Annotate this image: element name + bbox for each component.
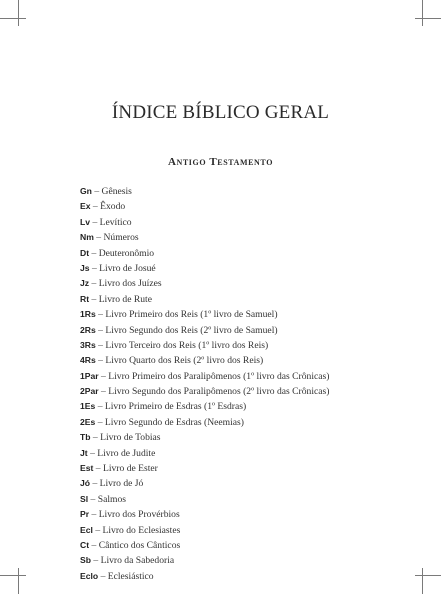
separator: – bbox=[92, 216, 98, 228]
separator: – bbox=[98, 355, 103, 367]
book-abbreviation: 2Es bbox=[80, 416, 96, 427]
book-abbreviation: Est bbox=[80, 463, 94, 474]
book-abbreviation: 4Rs bbox=[80, 355, 96, 366]
separator: – bbox=[93, 555, 99, 567]
separator: – bbox=[91, 262, 97, 274]
book-name: Livro de Ester bbox=[102, 463, 158, 475]
separator: – bbox=[91, 278, 97, 290]
list-item bbox=[80, 569, 329, 584]
book-name: Livro Segundo dos Reis (2º livro de Samuel) bbox=[105, 324, 278, 336]
separator: – bbox=[98, 339, 103, 351]
book-name: Deuteronômio bbox=[98, 247, 155, 259]
list-item bbox=[80, 430, 329, 445]
separator: – bbox=[101, 370, 106, 382]
separator: – bbox=[91, 247, 97, 259]
book-abbreviation: 1Es bbox=[80, 401, 96, 412]
book-abbreviation: 2Par bbox=[80, 386, 99, 397]
list-item bbox=[80, 369, 329, 384]
book-abbreviation: 1Par bbox=[80, 370, 99, 381]
separator: – bbox=[92, 478, 98, 490]
book-name: Eclesiástico bbox=[107, 570, 154, 582]
separator: – bbox=[101, 386, 106, 398]
list-item bbox=[80, 446, 329, 461]
book-name: Livro Terceiro dos Reis (1º livro dos Reis) bbox=[105, 339, 269, 351]
book-name: Livro do Eclesiastes bbox=[102, 524, 181, 536]
book-abbreviation: Ex bbox=[80, 201, 91, 212]
separator: – bbox=[96, 232, 102, 244]
crop-mark bbox=[18, 568, 19, 594]
separator: – bbox=[92, 201, 98, 213]
book-name: Salmos bbox=[97, 493, 126, 505]
separator: – bbox=[91, 539, 97, 551]
book-abbreviation: Js bbox=[80, 262, 90, 273]
book-abbreviation: Sb bbox=[80, 555, 91, 566]
book-abbreviation: 2Rs bbox=[80, 324, 96, 335]
list-item bbox=[80, 523, 329, 538]
book-abbreviation: Tb bbox=[80, 432, 91, 443]
crop-mark bbox=[415, 18, 441, 19]
separator: – bbox=[90, 447, 95, 459]
section-heading: Antigo Testamento bbox=[167, 156, 274, 168]
list-item bbox=[80, 276, 329, 291]
list-item bbox=[80, 323, 329, 338]
list-item bbox=[80, 476, 329, 491]
crop-mark bbox=[18, 0, 19, 26]
separator: – bbox=[97, 401, 103, 413]
book-name: Livro dos Provérbios bbox=[98, 509, 180, 521]
separator: – bbox=[92, 432, 98, 444]
book-name: Livro de Jó bbox=[99, 478, 144, 490]
book-name: Livro da Sabedoria bbox=[100, 555, 175, 567]
book-abbreviation: Gn bbox=[80, 186, 92, 196]
separator: – bbox=[100, 570, 106, 582]
book-name: Livro Primeiro de Esdras (1º Esdras) bbox=[104, 401, 247, 413]
crop-mark bbox=[0, 18, 26, 19]
book-abbreviation: Sl bbox=[80, 493, 89, 504]
crop-mark bbox=[0, 575, 26, 576]
book-name: Livro Primeiro dos Reis (1º livro de Samuel) bbox=[105, 309, 278, 321]
separator: – bbox=[97, 416, 103, 428]
book-abbreviation: 3Rs bbox=[80, 339, 96, 350]
book-name: Cântico dos Cânticos bbox=[98, 539, 181, 551]
crop-mark bbox=[422, 568, 423, 594]
list-item bbox=[80, 230, 329, 245]
book-name: Gênesis bbox=[101, 186, 132, 197]
separator: – bbox=[94, 186, 100, 197]
list-item bbox=[80, 199, 329, 214]
list-item bbox=[80, 384, 329, 399]
list-item bbox=[80, 353, 329, 368]
list-item bbox=[80, 246, 329, 261]
book-name: Números bbox=[103, 232, 139, 244]
book-name: Livro dos Juízes bbox=[98, 278, 162, 290]
book-abbreviation: Eclo bbox=[80, 570, 99, 581]
page-title: ÍNDICE BÍBLICO GERAL bbox=[111, 102, 330, 123]
list-item bbox=[80, 415, 329, 430]
book-abbreviation: 1Rs bbox=[80, 309, 96, 320]
book-abbreviation: Ct bbox=[80, 539, 90, 550]
crop-mark bbox=[422, 0, 423, 26]
separator: – bbox=[95, 463, 101, 475]
separator: – bbox=[91, 509, 97, 521]
book-abbreviation: Rt bbox=[80, 293, 90, 304]
list-item bbox=[80, 215, 329, 230]
book-abbreviation: Ecl bbox=[80, 524, 93, 535]
list-item bbox=[80, 338, 329, 353]
list-item bbox=[80, 507, 329, 522]
list-item bbox=[80, 261, 329, 276]
book-name: Livro Segundo dos Paralipômenos (2º livro das Crônicas) bbox=[108, 386, 330, 398]
book-list bbox=[80, 184, 329, 584]
separator: – bbox=[95, 524, 101, 536]
list-item bbox=[80, 461, 329, 476]
list-item bbox=[80, 307, 329, 322]
book-name: Livro Quarto dos Reis (2º livro dos Reis) bbox=[105, 355, 264, 367]
book-name: Livro de Judite bbox=[97, 447, 156, 459]
book-abbreviation: Jó bbox=[80, 478, 91, 489]
list-item bbox=[80, 538, 329, 553]
book-abbreviation: Nm bbox=[80, 232, 94, 243]
separator: – bbox=[98, 309, 103, 321]
book-abbreviation: Jz bbox=[80, 278, 90, 289]
book-name: Livro Primeiro dos Paralipômenos (1º livro das Crônicas) bbox=[108, 370, 330, 382]
book-name: Livro Segundo de Esdras (Neemias) bbox=[104, 416, 244, 428]
book-name: Livro de Rute bbox=[98, 293, 152, 305]
separator: – bbox=[91, 293, 97, 305]
book-abbreviation: Pr bbox=[80, 509, 90, 520]
book-name: Êxodo bbox=[100, 201, 126, 213]
list-item bbox=[80, 492, 329, 507]
crop-mark bbox=[415, 575, 441, 576]
list-item bbox=[80, 399, 329, 414]
list-item bbox=[80, 553, 329, 568]
list-item bbox=[80, 292, 329, 307]
book-name: Livro de Tobias bbox=[100, 432, 161, 444]
book-abbreviation: Lv bbox=[80, 216, 91, 227]
book-name: Livro de Josué bbox=[99, 262, 156, 274]
book-name: Levítico bbox=[99, 216, 132, 228]
list-item bbox=[80, 184, 329, 199]
separator: – bbox=[98, 324, 103, 336]
book-abbreviation: Dt bbox=[80, 247, 90, 258]
separator: – bbox=[90, 493, 96, 505]
book-abbreviation: Jt bbox=[80, 447, 88, 458]
